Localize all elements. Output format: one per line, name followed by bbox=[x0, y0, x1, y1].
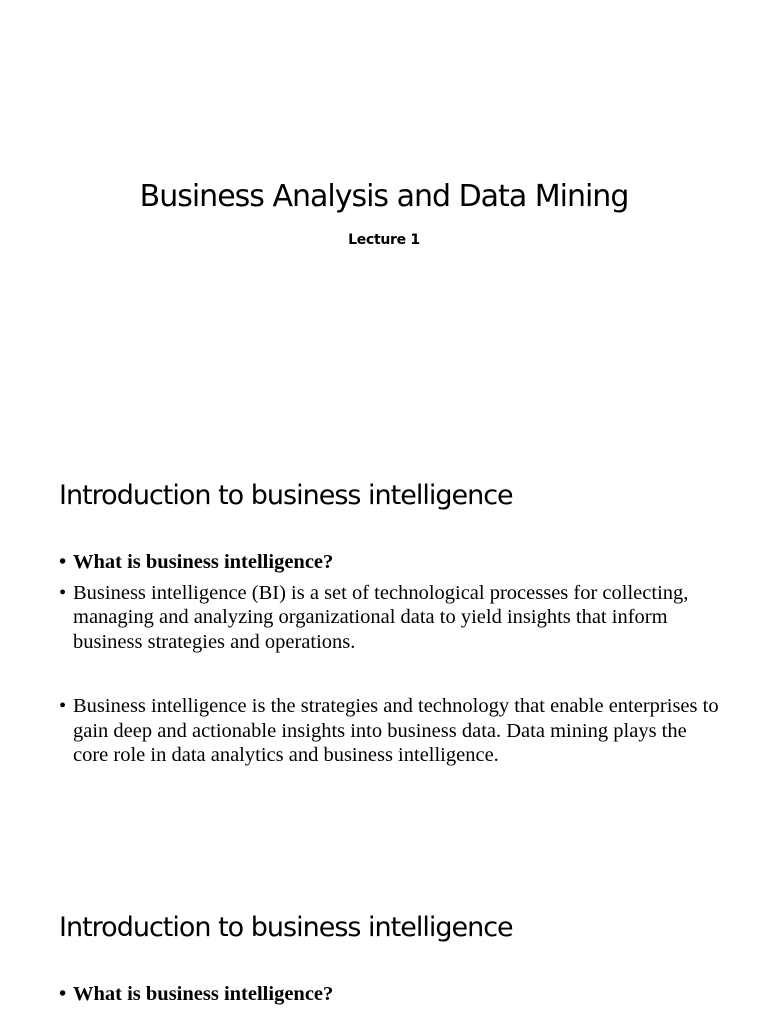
bullet-strategies: • Business intelligence is the strategies and technology that enable enterprises to gain deep and actionable insights into business data. Data mining plays the core role in data analytics and business intelligence. bbox=[59, 694, 719, 768]
bullet-list bbox=[59, 982, 719, 1013]
bullet-definition: • Business intelligence (BI) is a set of technological processes for collecting, managing and analyzing organizational data to yield insights that inform business strategies and operations. bbox=[59, 581, 719, 655]
slide-heading: Introduction to business intelligence bbox=[59, 912, 513, 943]
bullet-list bbox=[59, 550, 719, 772]
presentation-title: Business Analysis and Data Mining bbox=[139, 179, 629, 214]
content-slide-intro-bi-continued bbox=[0, 864, 768, 1024]
slide-heading: Introduction to business intelligence bbox=[59, 480, 513, 511]
title-slide bbox=[0, 0, 768, 432]
lecture-subtitle: Lecture 1 bbox=[348, 232, 420, 248]
bullet-question: • What is business intelligence? bbox=[59, 982, 719, 1007]
bullet-question: • What is business intelligence? bbox=[59, 550, 719, 575]
content-slide-intro-bi bbox=[0, 432, 768, 864]
